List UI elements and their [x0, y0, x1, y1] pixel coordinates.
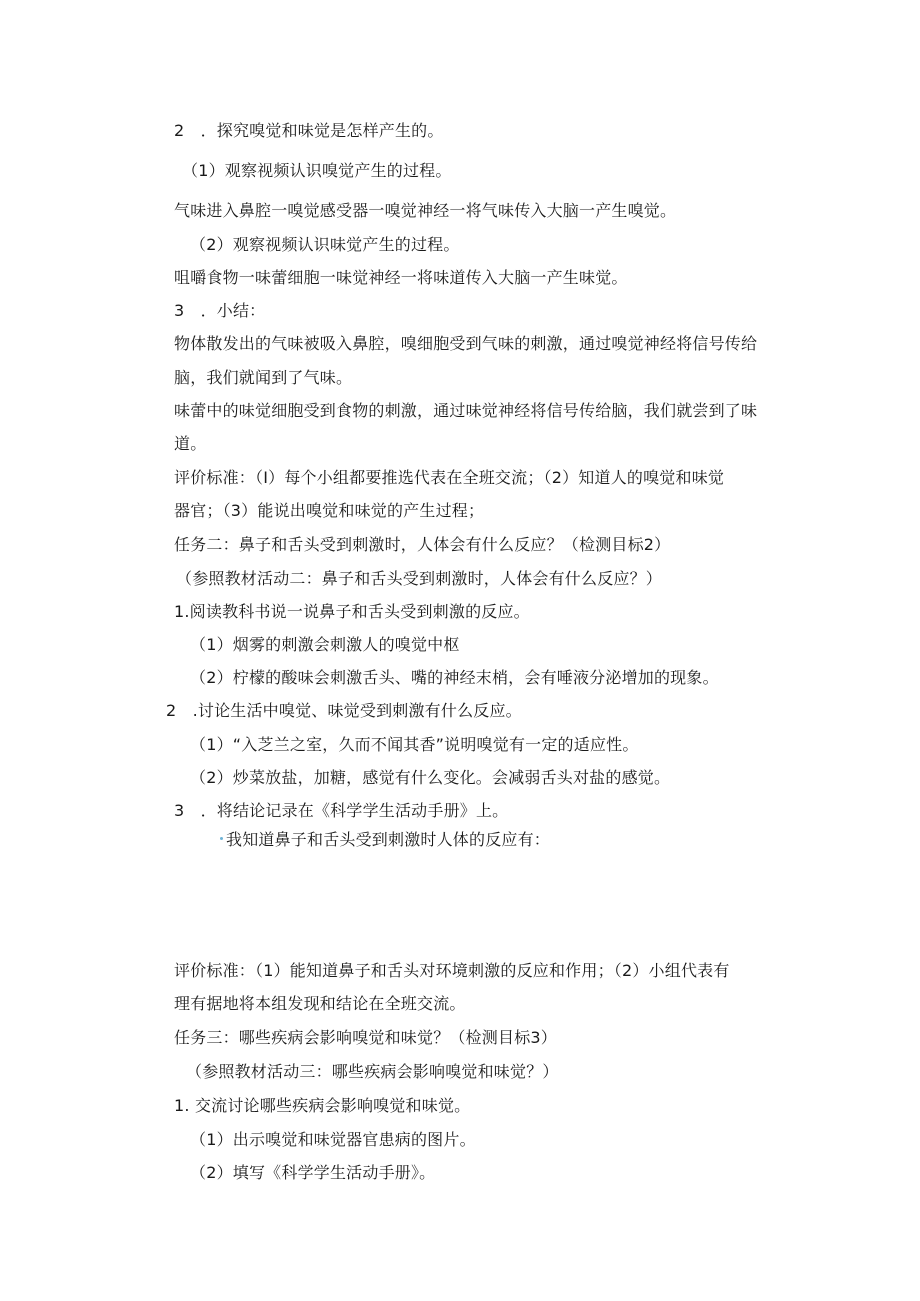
section-3-summary-heading: 3 ．小结：: [174, 301, 266, 320]
task-2-worksheet-prompt: [220, 830, 550, 850]
task-3-heading: 任务三：哪些疾病会影响嗅觉和味觉？（检测目标3）: [174, 1028, 557, 1047]
summary-paragraph-1-line-2: 脑，我们就闻到了气味。: [174, 368, 353, 387]
task-3-step-1-item-1: （1）出示嗅觉和味觉器官患病的图片。: [190, 1130, 476, 1149]
task-2-worksheet-prompt-text: 我知道鼻子和舌头受到刺激时人体的反应有：: [226, 830, 551, 849]
evaluation-criteria-2-line-1: 评价标准：（1）能知道鼻子和舌头对环境刺激的反应和作用；（2）小组代表有: [174, 961, 730, 980]
section-2-heading: 2 ．探究嗅觉和味觉是怎样产生的。: [174, 121, 444, 140]
task-2-step-2: 2 .讨论生活中嗅觉、味觉受到刺激有什么反应。: [166, 701, 522, 720]
task-2-heading: 任务二：鼻子和舌头受到刺激时，人体会有什么反应？（检测目标2）: [174, 535, 671, 554]
task-3-step-1-item-2: （2）填写《科学学生活动手册》。: [190, 1163, 436, 1182]
step-2-gustatory: （2）观察视频认识味觉产生的过程。: [190, 235, 460, 254]
task-2-step-1: 1.阅读教科书说一说鼻子和舌头受到刺激的反应。: [174, 602, 530, 621]
evaluation-criteria-1-line-2: 器官；（3）能说出嗅觉和味觉的产生过程；: [174, 501, 485, 520]
gustatory-process: 咀嚼食物一味蕾细胞一味觉神经一将味道传入大脑一产生味觉。: [174, 268, 628, 287]
task-2-step-2-item-2: （2）炒菜放盐，加糖，感觉有什么变化。会减弱舌头对盐的感觉。: [190, 768, 671, 787]
evaluation-criteria-2-line-2: 理有据地将本组发现和结论在全班交流。: [174, 994, 466, 1013]
summary-paragraph-1-line-1: 物体散发出的气味被吸入鼻腔，嗅细胞受到气味的刺激，通过嗅觉神经将信号传给: [174, 334, 758, 353]
task-2-step-1-item-2: （2）柠檬的酸味会刺激舌头、嘴的神经末梢，会有唾液分泌增加的现象。: [190, 668, 719, 687]
task-3-step-1: 1. 交流讨论哪些疾病会影响嗅觉和味觉。: [174, 1096, 471, 1115]
task-2-step-2-item-1: （1）“入芝兰之室，久而不闻其香”说明嗅觉有一定的适应性。: [190, 735, 639, 754]
summary-paragraph-2-line-1: 味蕾中的味觉细胞受到食物的刺激，通过味觉神经将信号传给脑，我们就尝到了味: [174, 401, 758, 420]
bullet-dot-icon: [220, 837, 223, 840]
evaluation-criteria-1-line-1: 评价标准：（I）每个小组都要推选代表在全班交流；（2）知道人的嗅觉和味觉: [174, 468, 725, 487]
task-2-step-3: 3 ．将结论记录在《科学学生活动手册》上。: [174, 801, 509, 820]
task-2-reference: （参照教材活动二：鼻子和舌头受到刺激时，人体会有什么反应？）: [176, 569, 663, 588]
task-2-step-1-item-1: （1）烟雾的刺激会刺激人的嗅觉中枢: [190, 635, 460, 654]
step-1-olfactory: （1）观察视频认识嗅觉产生的过程。: [182, 161, 452, 180]
task-3-reference: （参照教材活动三：哪些疾病会影响嗅觉和味觉？）: [186, 1062, 559, 1081]
olfactory-process: 气味进入鼻腔一嗅觉感受器一嗅觉神经一将气味传入大脑一产生嗅觉。: [174, 201, 677, 220]
summary-paragraph-2-line-2: 道。: [174, 434, 207, 453]
